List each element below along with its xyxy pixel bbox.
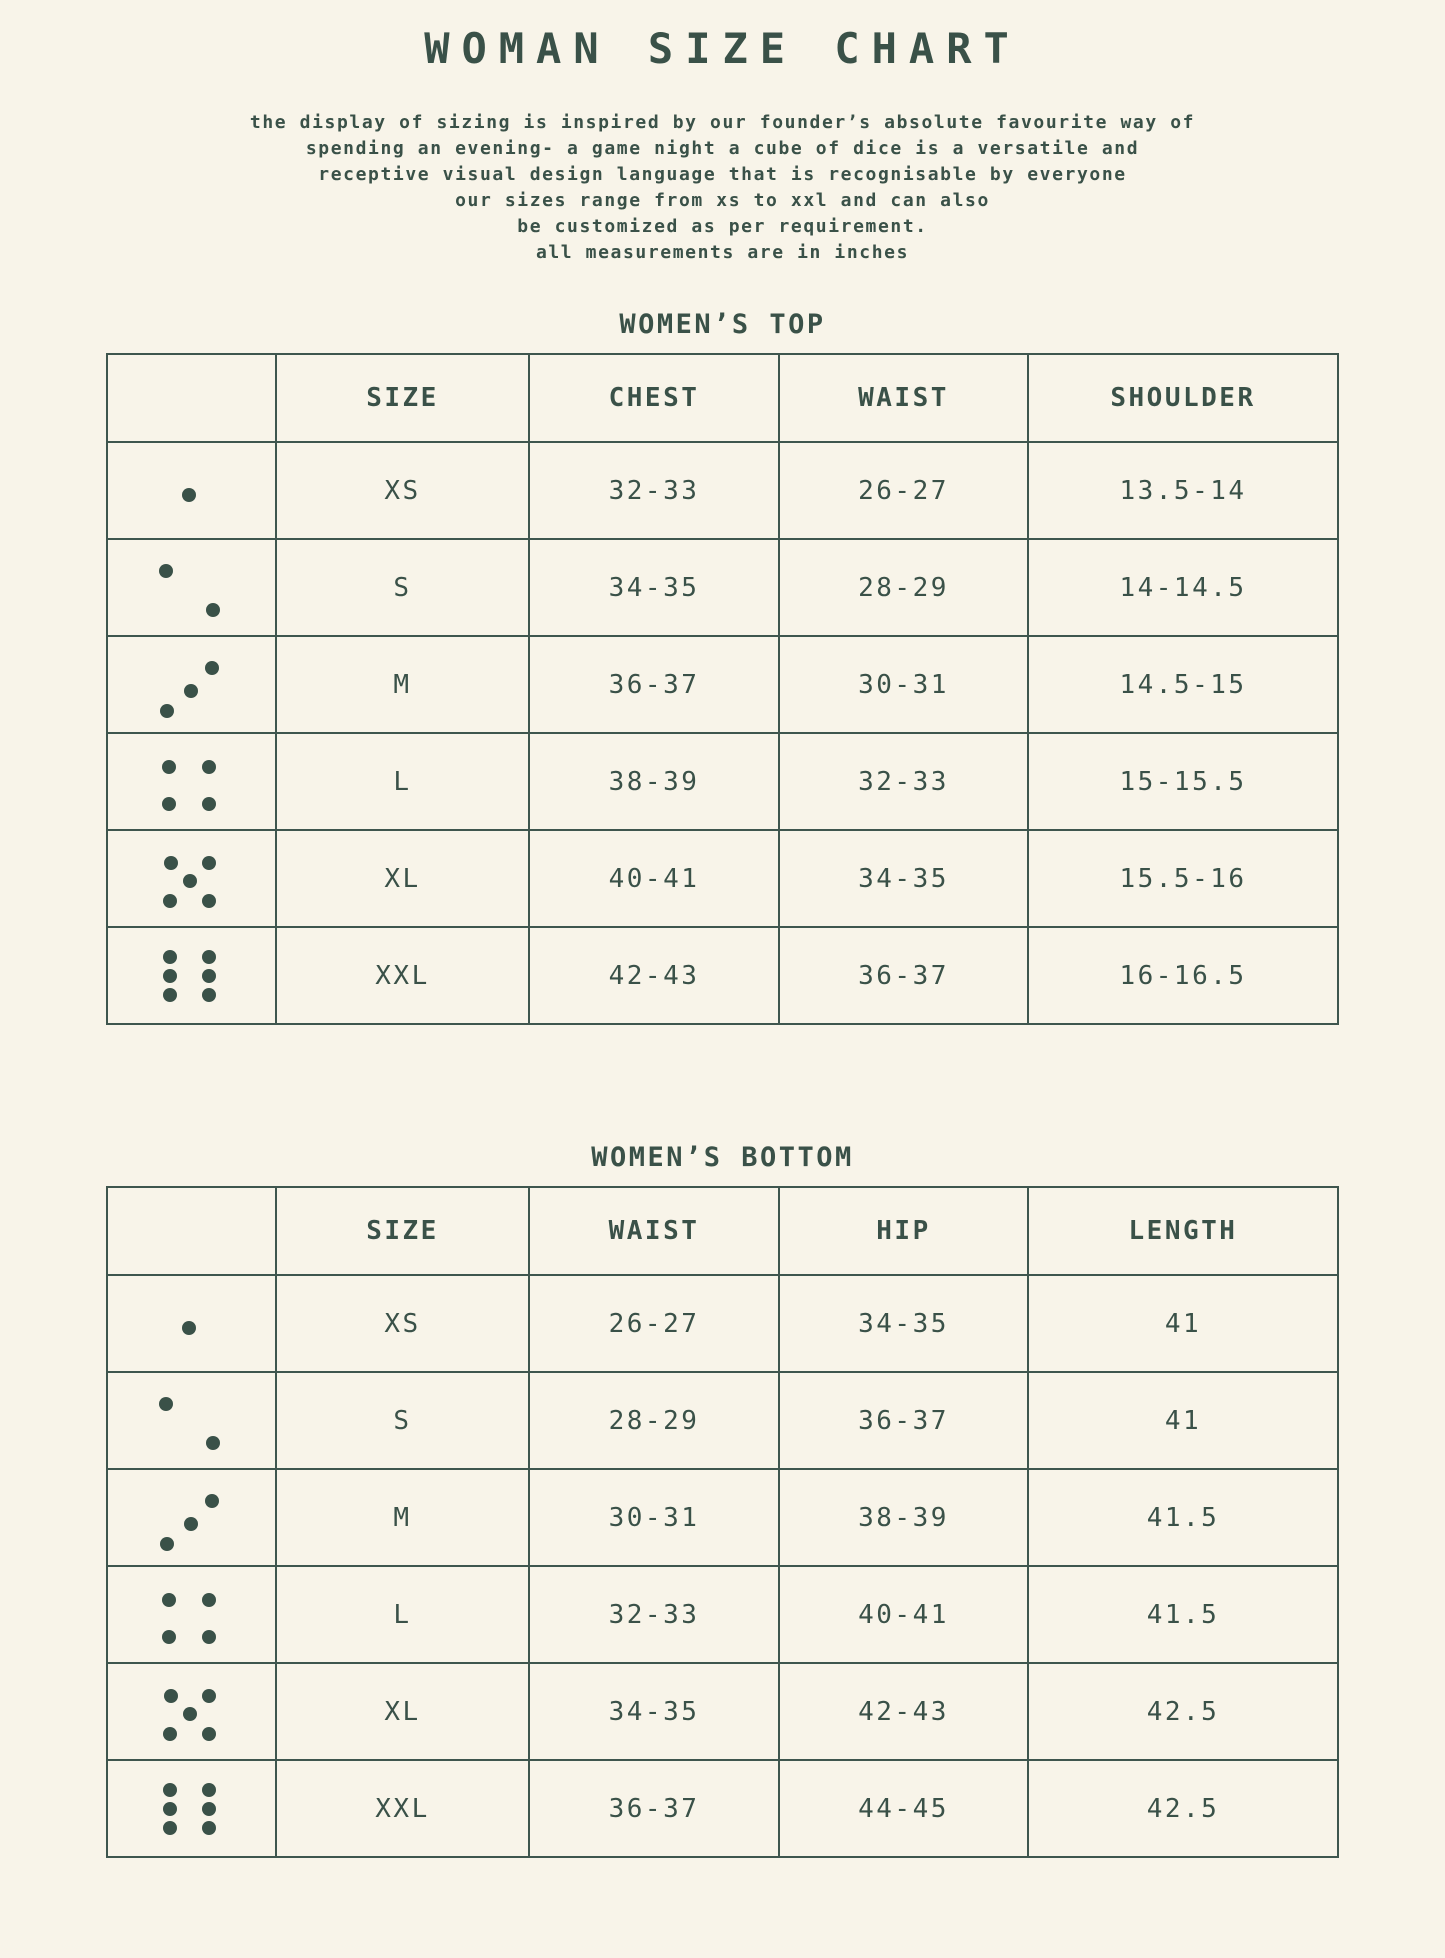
measurement-cell: 36-37 (529, 1760, 779, 1857)
dice-pip (160, 1537, 174, 1551)
dice-4-icon (108, 734, 275, 829)
measurement-cell: 40-41 (529, 830, 779, 927)
dice-pip (202, 1689, 216, 1703)
column-header: SHOULDER (1028, 354, 1338, 442)
dice-pip (183, 874, 197, 888)
measurement-cell: 36-37 (529, 636, 779, 733)
dice-cell (107, 830, 276, 927)
size-row-m (107, 636, 1338, 733)
dice-pip (162, 1630, 176, 1644)
measurement-cell: 26-27 (529, 1275, 779, 1372)
size-row-l (107, 733, 1338, 830)
dice-1-icon (108, 1276, 275, 1371)
size-label-cell: M (276, 1469, 529, 1566)
dice-pip (182, 1321, 196, 1335)
intro-line: spending an evening- a game night a cube of dice is a versatile and (305, 138, 1140, 159)
dice-3-icon (108, 1470, 275, 1565)
measurement-cell: 42-43 (529, 927, 779, 1024)
dice-pip (202, 1821, 216, 1835)
dice-cell (107, 1372, 276, 1469)
dice-pip (160, 704, 174, 718)
size-label-cell: L (276, 733, 529, 830)
dice-cell (107, 1760, 276, 1857)
dice-pip (183, 1707, 197, 1721)
dice-pip (163, 950, 177, 964)
dice-pip (159, 1397, 173, 1411)
intro-line: our sizes range from xs to xxl and can also (455, 190, 990, 211)
dice-pip (202, 1727, 216, 1741)
intro-line: receptive visual design language that is recognisable by everyone (318, 164, 1127, 185)
size-label-cell: S (276, 1372, 529, 1469)
measurement-cell: 42-43 (779, 1663, 1028, 1760)
size-label-cell: L (276, 1566, 529, 1663)
size-row-s (107, 1372, 1338, 1469)
measurement-cell: 41 (1028, 1372, 1338, 1469)
column-header: LENGTH (1028, 1187, 1338, 1275)
dice-cell (107, 539, 276, 636)
measurement-cell: 14.5-15 (1028, 636, 1338, 733)
dice-column-header (107, 1187, 276, 1275)
measurement-cell: 34-35 (529, 539, 779, 636)
measurement-cell: 34-35 (779, 1275, 1028, 1372)
column-header: HIP (779, 1187, 1028, 1275)
size-label-cell: S (276, 539, 529, 636)
size-label-cell: M (276, 636, 529, 733)
dice-pip (202, 1593, 216, 1607)
dice-pip (163, 894, 177, 908)
size-row-xs (107, 1275, 1338, 1372)
dice-pip (182, 488, 196, 502)
size-label-cell: XL (276, 830, 529, 927)
section-womens-top (0, 310, 1445, 1025)
column-header: SIZE (276, 354, 529, 442)
measurement-cell: 42.5 (1028, 1663, 1338, 1760)
measurement-cell: 42.5 (1028, 1760, 1338, 1857)
header-row (107, 354, 1338, 442)
measurement-cell: 32-33 (529, 1566, 779, 1663)
dice-pip (163, 1727, 177, 1741)
dice-pip (163, 1783, 177, 1797)
column-header: CHEST (529, 354, 779, 442)
size-row-xl (107, 1663, 1338, 1760)
dice-cell (107, 636, 276, 733)
intro-line: all measurements are in inches (535, 242, 910, 263)
dice-cell (107, 1275, 276, 1372)
measurement-cell: 40-41 (779, 1566, 1028, 1663)
measurement-cell: 30-31 (529, 1469, 779, 1566)
dice-pip (202, 894, 216, 908)
page-title: WOMAN SIZE CHART (424, 24, 1021, 73)
dice-pip (163, 1802, 177, 1816)
measurement-cell: 34-35 (529, 1663, 779, 1760)
dice-pip (202, 950, 216, 964)
dice-cell (107, 733, 276, 830)
dice-pip (184, 1517, 198, 1531)
womens-bottom-table (106, 1186, 1339, 1858)
size-row-xs (107, 442, 1338, 539)
dice-pip (202, 1783, 216, 1797)
size-label-cell: XL (276, 1663, 529, 1760)
size-label-cell: XS (276, 442, 529, 539)
womens-top-table (106, 353, 1339, 1025)
dice-column-header (107, 354, 276, 442)
section-womens-bottom (0, 1143, 1445, 1858)
dice-pip (164, 1689, 178, 1703)
womens-top-heading: WOMEN’S TOP (619, 309, 826, 340)
measurement-cell: 41.5 (1028, 1566, 1338, 1663)
measurement-cell: 13.5-14 (1028, 442, 1338, 539)
measurement-cell: 26-27 (779, 442, 1028, 539)
dice-cell (107, 442, 276, 539)
dice-pip (163, 988, 177, 1002)
size-row-xxl (107, 927, 1338, 1024)
size-row-s (107, 539, 1338, 636)
size-row-xl (107, 830, 1338, 927)
dice-cell (107, 927, 276, 1024)
size-label-cell: XXL (276, 927, 529, 1024)
dice-pip (162, 760, 176, 774)
dice-pip (206, 603, 220, 617)
measurement-cell: 16-16.5 (1028, 927, 1338, 1024)
measurement-cell: 28-29 (779, 539, 1028, 636)
measurement-cell: 30-31 (779, 636, 1028, 733)
size-label-cell: XS (276, 1275, 529, 1372)
measurement-cell: 14-14.5 (1028, 539, 1338, 636)
column-header: SIZE (276, 1187, 529, 1275)
dice-pip (162, 1593, 176, 1607)
dice-2-icon (108, 540, 275, 635)
measurement-cell: 28-29 (529, 1372, 779, 1469)
dice-pip (163, 1821, 177, 1835)
dice-5-icon (108, 1664, 275, 1759)
measurement-cell: 38-39 (779, 1469, 1028, 1566)
dice-pip (205, 1494, 219, 1508)
intro-text (0, 110, 1445, 266)
measurement-cell: 41 (1028, 1275, 1338, 1372)
intro-line: be customized as per requirement. (517, 216, 928, 237)
measurement-cell: 36-37 (779, 927, 1028, 1024)
measurement-cell: 41.5 (1028, 1469, 1338, 1566)
dice-pip (202, 1630, 216, 1644)
size-label-cell: XXL (276, 1760, 529, 1857)
dice-2-icon (108, 1373, 275, 1468)
size-row-m (107, 1469, 1338, 1566)
dice-pip (205, 661, 219, 675)
womens-bottom-heading: WOMEN’S BOTTOM (591, 1142, 854, 1173)
dice-pip (206, 1436, 220, 1450)
dice-6-icon (108, 928, 275, 1023)
dice-pip (202, 1802, 216, 1816)
measurement-cell: 32-33 (529, 442, 779, 539)
measurement-cell: 36-37 (779, 1372, 1028, 1469)
size-row-l (107, 1566, 1338, 1663)
dice-pip (202, 856, 216, 870)
column-header: WAIST (529, 1187, 779, 1275)
dice-pip (184, 684, 198, 698)
dice-6-icon (108, 1761, 275, 1856)
measurement-cell: 34-35 (779, 830, 1028, 927)
dice-5-icon (108, 831, 275, 926)
intro-line: the display of sizing is inspired by our founder’s absolute favourite way of (249, 112, 1196, 133)
measurement-cell: 32-33 (779, 733, 1028, 830)
dice-4-icon (108, 1567, 275, 1662)
dice-pip (202, 969, 216, 983)
measurement-cell: 44-45 (779, 1760, 1028, 1857)
dice-1-icon (108, 443, 275, 538)
dice-pip (202, 797, 216, 811)
dice-pip (164, 856, 178, 870)
measurement-cell: 38-39 (529, 733, 779, 830)
dice-cell (107, 1469, 276, 1566)
dice-pip (163, 969, 177, 983)
measurement-cell: 15-15.5 (1028, 733, 1338, 830)
dice-3-icon (108, 637, 275, 732)
dice-cell (107, 1566, 276, 1663)
column-header: WAIST (779, 354, 1028, 442)
dice-pip (162, 797, 176, 811)
measurement-cell: 15.5-16 (1028, 830, 1338, 927)
dice-pip (202, 760, 216, 774)
size-row-xxl (107, 1760, 1338, 1857)
dice-pip (159, 564, 173, 578)
header-row (107, 1187, 1338, 1275)
dice-cell (107, 1663, 276, 1760)
dice-pip (202, 988, 216, 1002)
